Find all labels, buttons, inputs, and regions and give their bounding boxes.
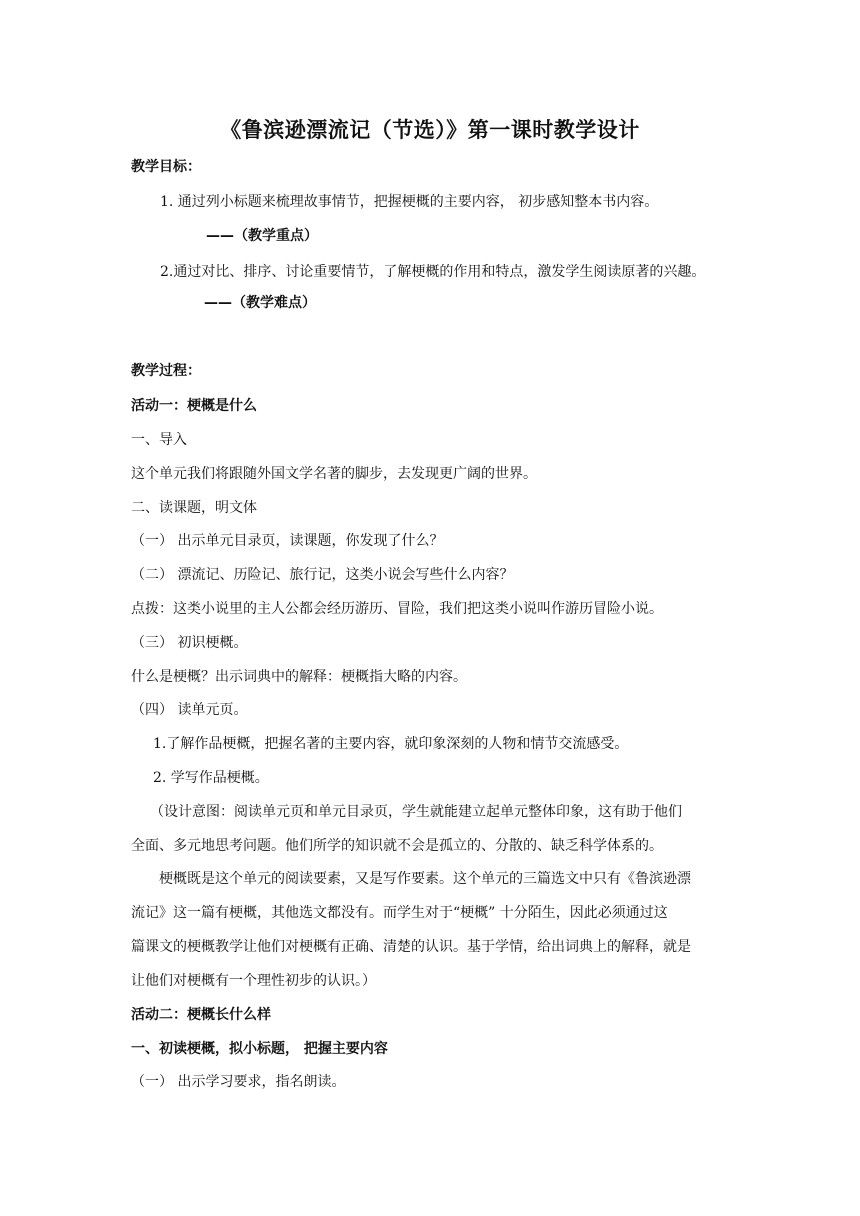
goal-1-note: ——（教学重点） [206, 228, 318, 244]
list-item: （一） 出示学习要求，指名朗读。 [131, 1074, 346, 1090]
section-intro: 一、导入 [131, 432, 187, 448]
activity-2-heading: 活动二：梗概长什么样 [131, 1007, 271, 1023]
list-item: 1.了解作品梗概，把握名著的主要内容，就印象深刻的人物和情节交流感受。 [153, 736, 629, 752]
goals-heading: 教学目标： [131, 159, 201, 175]
document-title: 《鲁滨逊漂流记（节选）》第一课时教学设计 [220, 118, 640, 142]
list-item: （三） 初识梗概。 [131, 635, 248, 651]
section-heading: 二、读课题，明文体 [131, 500, 257, 516]
list-item: （四） 读单元页。 [131, 702, 248, 718]
list-item: （二） 漂流记、历险记、旅行记，这类小说会写些什么内容？ [131, 567, 514, 583]
goal-2-note: ——（教学难点） [204, 295, 316, 311]
paragraph: 什么是梗概？出示词典中的解释：梗概指大略的内容。 [131, 669, 467, 685]
paragraph: 梗概既是这个单元的阅读要素，又是写作要素。这个单元的三篇选文中只有《鲁滨逊漂 [159, 871, 691, 887]
goal-1: 1. 通过列小标题来梳理故事情节，把握梗概的主要内容， 初步感知整本书内容。 [160, 194, 659, 210]
list-item: （一） 出示单元目录页，读课题，你发现了什么？ [131, 533, 444, 549]
goal-2: 2.通过对比、排序、讨论重要情节，了解梗概的作用和特点，激发学生阅读原著的兴趣。 [160, 264, 706, 280]
paragraph: 这个单元我们将跟随外国文学名著的脚步，去发现更广阔的世界。 [131, 466, 537, 482]
list-item: 2. 学写作品梗概。 [153, 770, 269, 786]
section-heading: 一、初读梗概，拟小标题， 把握主要内容 [131, 1041, 388, 1057]
activity-1-heading: 活动一：梗概是什么 [131, 398, 257, 414]
paragraph: 让他们对梗概有一个理性初步的认识。） [131, 973, 376, 989]
paragraph: 流记》这一篇有梗概，其他选文都没有。而学生对于“梗概” 十分陌生，因此必须通过这 [131, 905, 668, 921]
paragraph: 篇课文的梗概教学让他们对梗概有正确、清楚的认识。基于学情，给出词典上的解释，就是 [131, 939, 691, 955]
paragraph: （设计意图：阅读单元页和单元目录页，学生就能建立起单元整体印象，这有助于他们 [150, 804, 682, 820]
process-heading: 教学过程： [131, 363, 201, 379]
paragraph: 全面、多元地思考问题。他们所学的知识就不会是孤立的、分散的、缺乏科学体系的。 [131, 838, 663, 854]
paragraph: 点拨：这类小说里的主人公都会经历游历、冒险，我们把这类小说叫作游历冒险小说。 [131, 601, 663, 617]
